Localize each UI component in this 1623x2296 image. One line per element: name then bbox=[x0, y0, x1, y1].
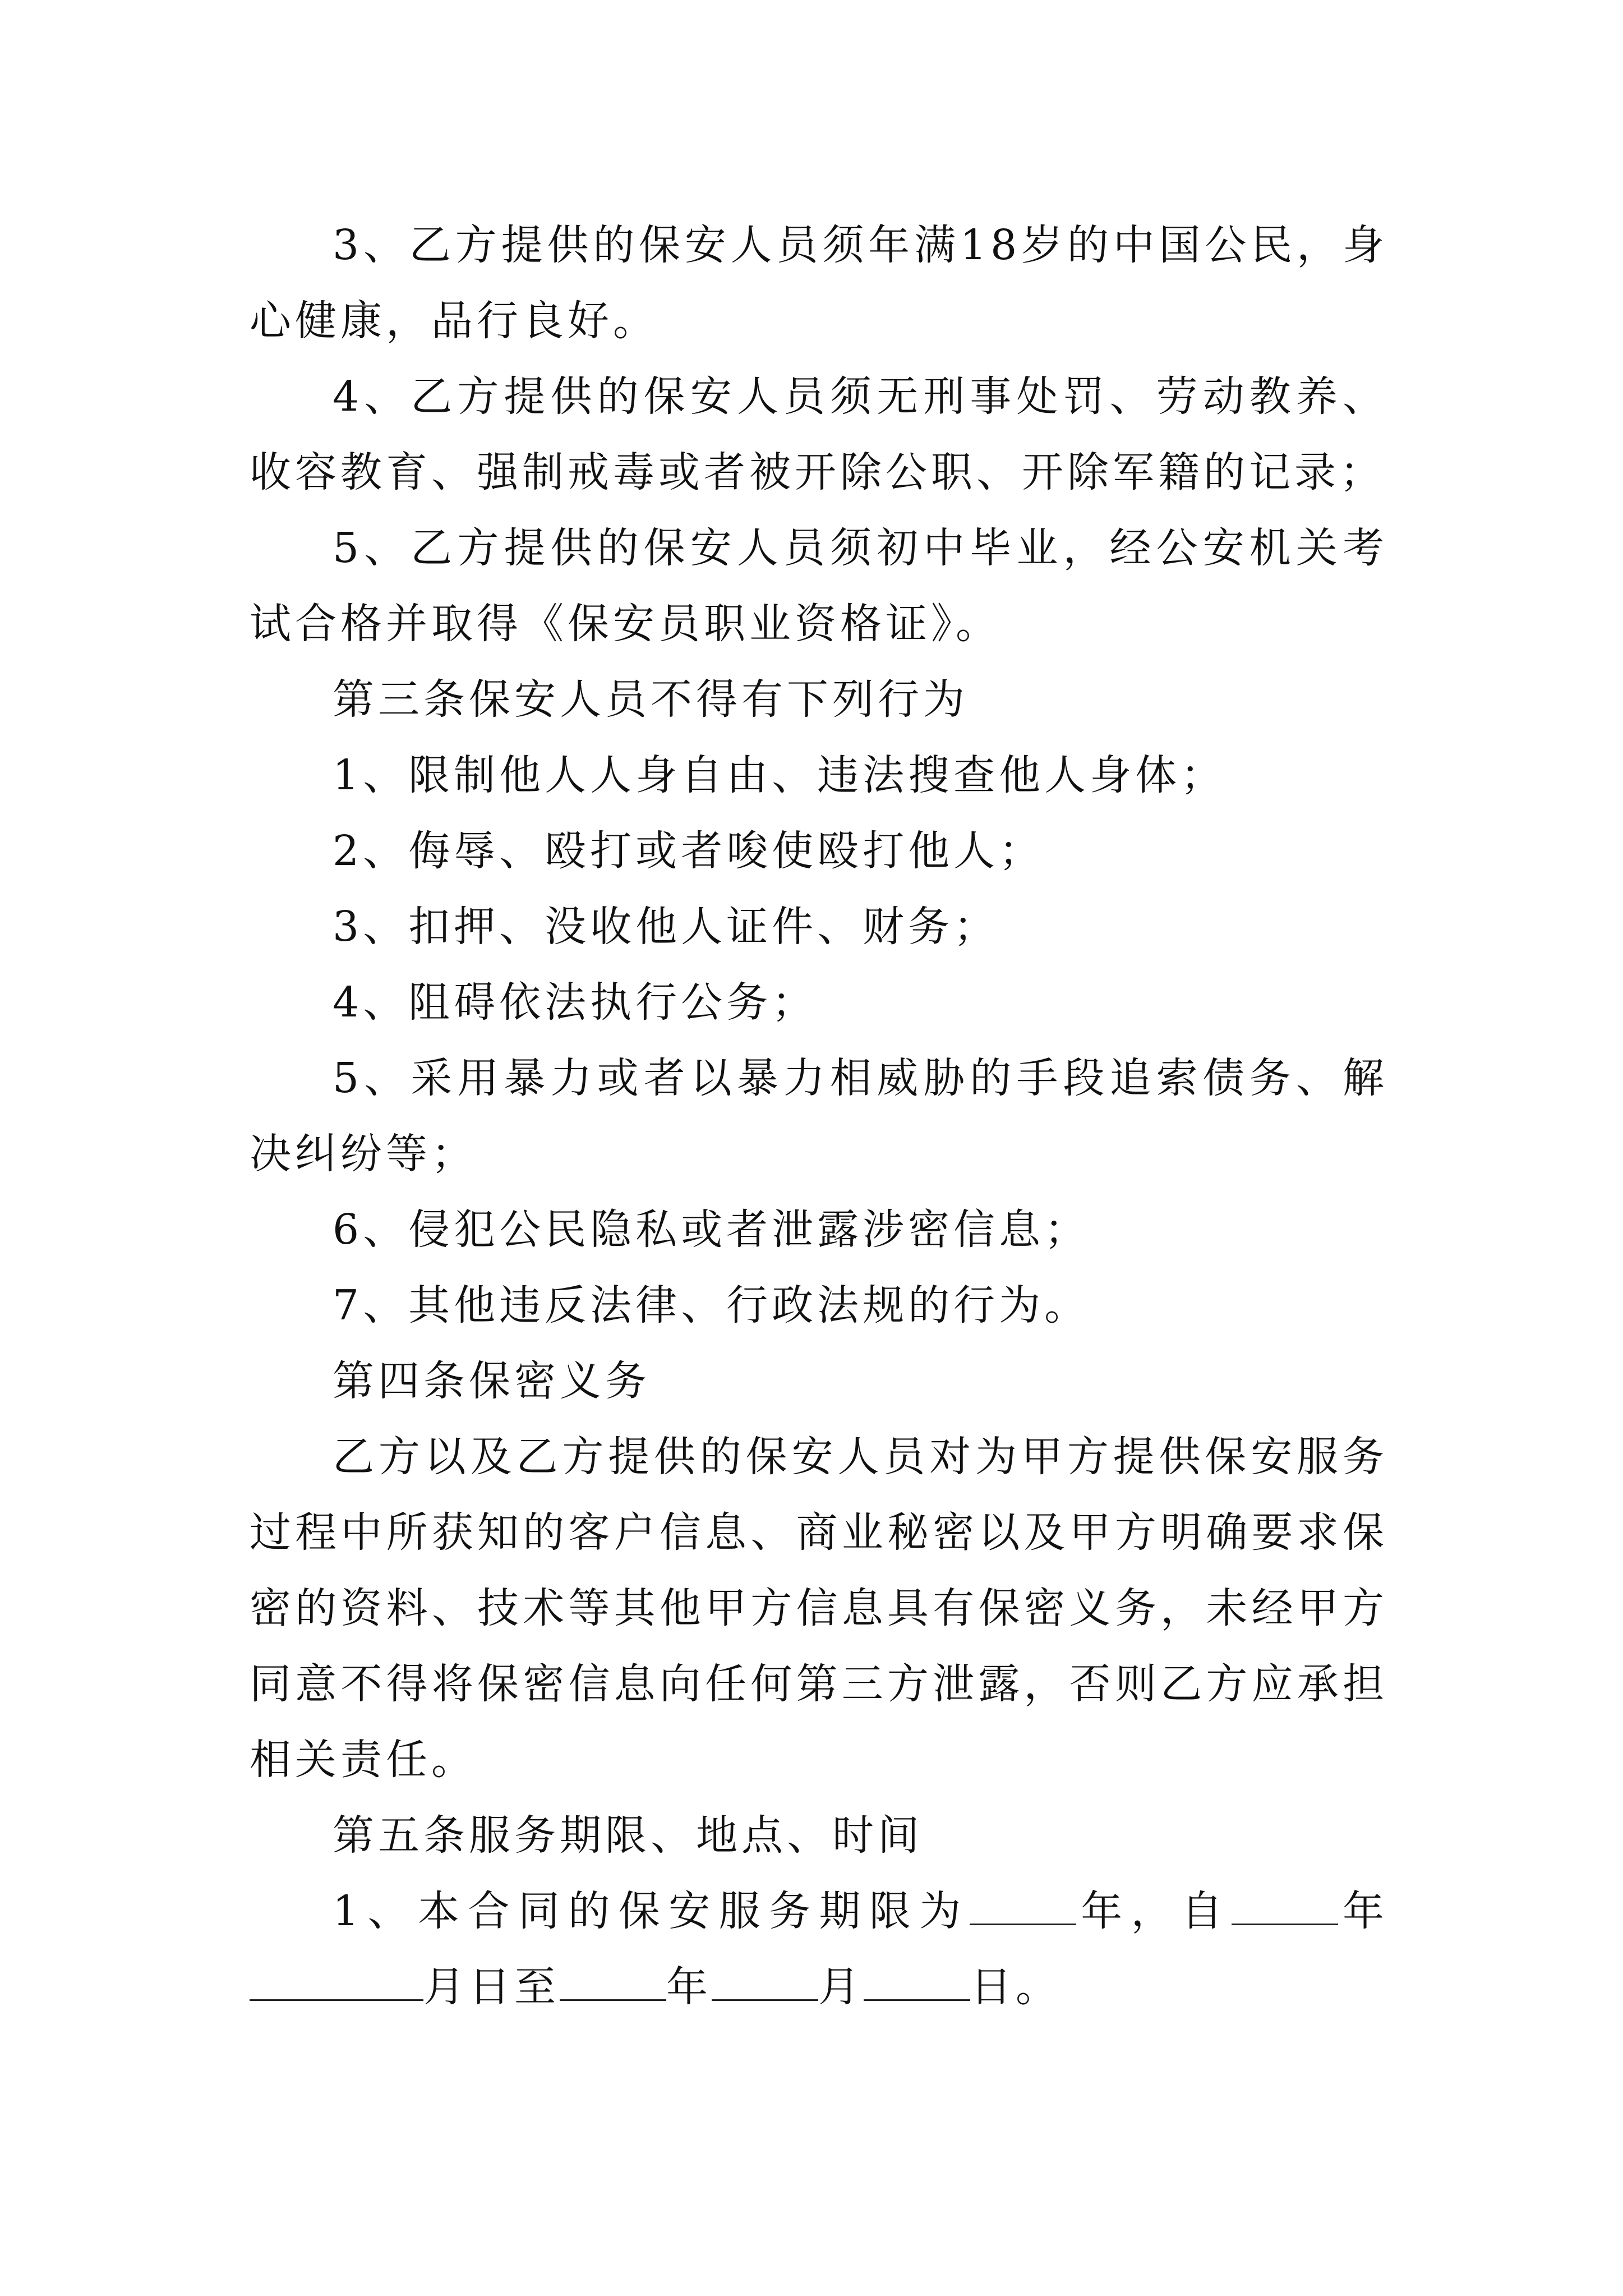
paragraph-clause-3-6: 6、侵犯公民隐私或者泄露涉密信息； bbox=[333, 1205, 1090, 1254]
paragraph-clause-2-5: 5、乙方提供的保安人员须初中毕业，经公安机关考试合格并取得《保安员职业资格证》。 bbox=[250, 524, 1388, 648]
term-text-2: 年，自 bbox=[1076, 1887, 1232, 1935]
paragraph-clause-2-4: 4、乙方提供的保安人员须无刑事处罚、劳动教养、收容教育、强制戒毒或者被开除公职、开除军籍的记录； bbox=[250, 372, 1388, 496]
paragraph-clause-3-3: 3、扣押、没收他人证件、财务； bbox=[333, 903, 999, 951]
paragraph-clause-3-5: 5、采用暴力或者以暴力相威胁的手段追索债务、解决纠纷等； bbox=[250, 1054, 1388, 1178]
paragraph-clause-3-4: 4、阻碍依法执行公务； bbox=[333, 978, 818, 1027]
term-text-6: 月 bbox=[818, 1963, 864, 2011]
end-day-blank bbox=[864, 1966, 970, 2001]
paragraph-clause-3-7: 7、其他违反法律、行政法规的行为。 bbox=[333, 1281, 1090, 1329]
paragraph-clause-2-3: 3、乙方提供的保安人员须年满18岁的中国公民，身心健康，品行良好。 bbox=[250, 221, 1388, 345]
term-text-4: 月日至 bbox=[423, 1963, 560, 2011]
paragraph-confidentiality: 乙方以及乙方提供的保安人员对为甲方提供保安服务过程中所获知的客户信息、商业秘密以及甲方明确要求保密的资料、技术等其他甲方信息具有保密义务，未经甲方同意不得将保密信息向任何第三方泄露，否则乙方应承担相关责任。 bbox=[250, 1433, 1388, 1784]
document-body bbox=[250, 208, 1388, 2025]
start-year-blank bbox=[1232, 1890, 1338, 1925]
paragraph-term-clause bbox=[250, 1874, 1388, 2025]
term-text-5: 年 bbox=[666, 1963, 712, 2011]
term-years-blank bbox=[970, 1890, 1076, 1925]
end-year-blank bbox=[560, 1966, 666, 2001]
start-month-blank bbox=[250, 1966, 423, 2001]
term-text-3: 年 bbox=[1338, 1887, 1389, 1935]
paragraph-clause-3-1: 1、限制他人人身自由、违法搜查他人身体； bbox=[333, 751, 1227, 799]
heading-article-5: 第五条服务期限、地点、时间 bbox=[333, 1811, 923, 1860]
end-month-blank bbox=[712, 1966, 818, 2001]
term-text-1: 1、本合同的保安服务期限为 bbox=[333, 1887, 970, 1935]
heading-article-3: 第三条保安人员不得有下列行为 bbox=[333, 675, 969, 724]
heading-article-4: 第四条保密义务 bbox=[333, 1357, 651, 1405]
paragraph-clause-3-2: 2、侮辱、殴打或者唆使殴打他人； bbox=[333, 827, 1045, 875]
term-text-7: 日。 bbox=[970, 1963, 1061, 2011]
